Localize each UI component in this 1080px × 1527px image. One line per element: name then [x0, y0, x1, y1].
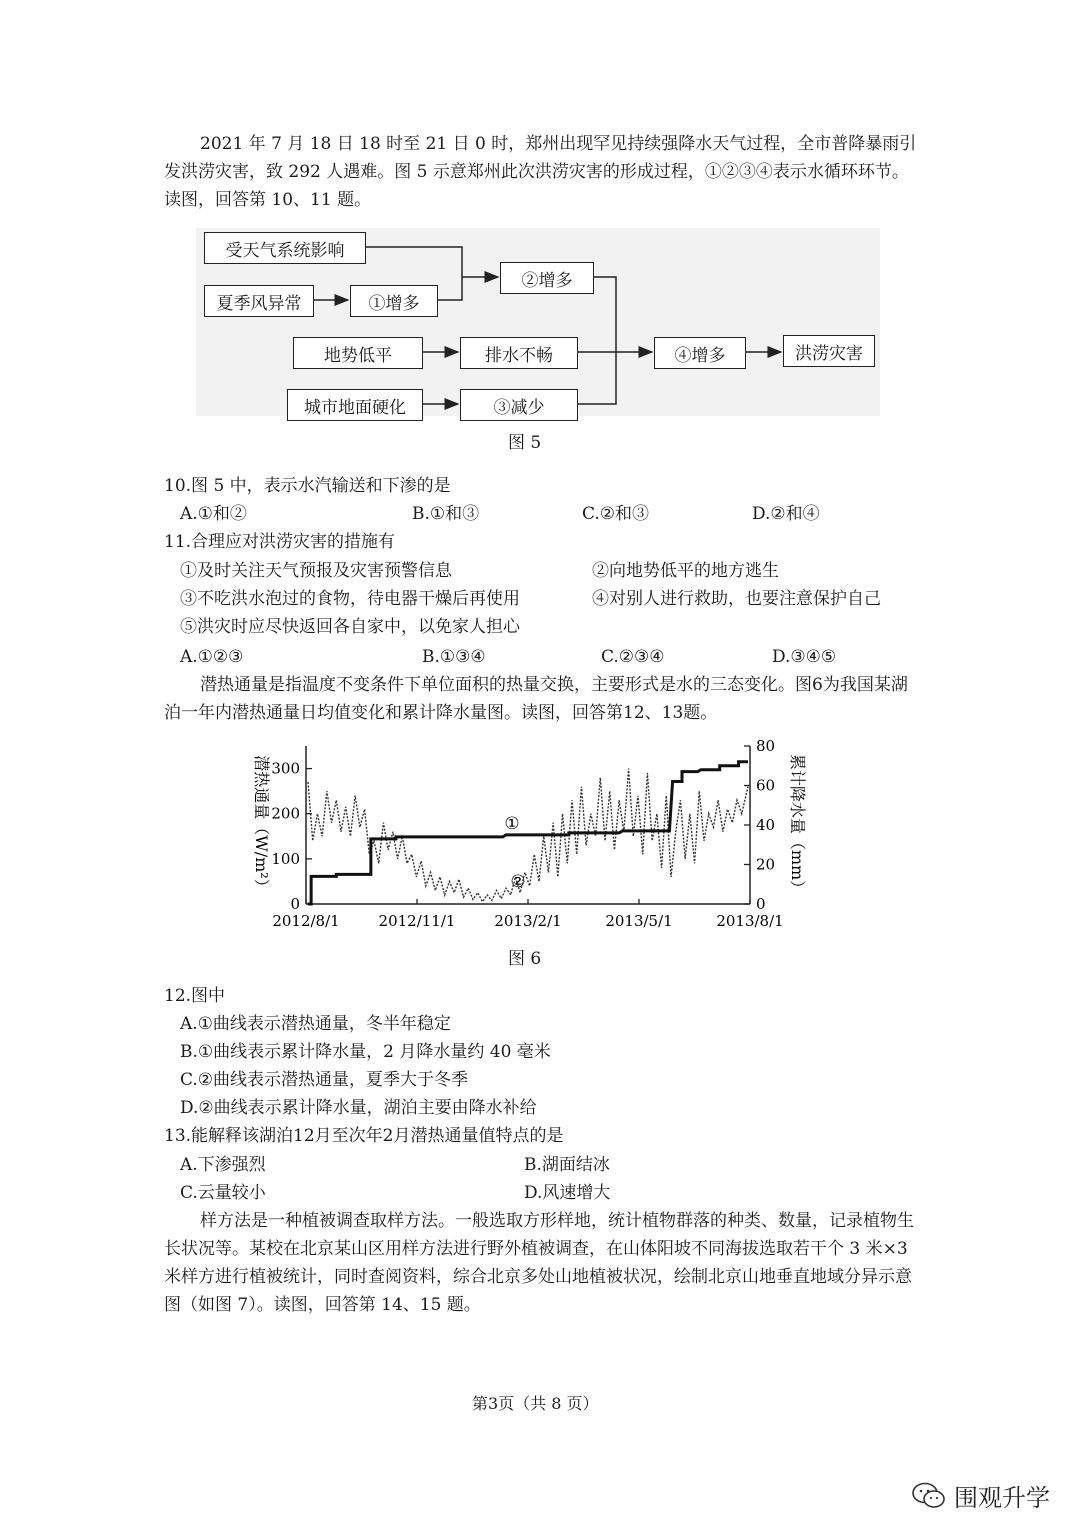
watermark-text: 围观升学	[954, 1484, 1050, 1512]
page-footer: 第3页（共 8 页）	[472, 1394, 599, 1413]
q10-stem: 10.图 5 中，表示水汽输送和下渗的是	[164, 476, 451, 496]
q13-option-d: D.风速增大	[524, 1183, 611, 1203]
box-increase-2: ②增多	[500, 262, 594, 294]
right-axis-title: 累计降水量（mm）	[788, 753, 807, 897]
q13-stem: 13.能解释该湖泊12月至次年2月潜热通量值特点的是	[164, 1126, 564, 1146]
box-monsoon-anomaly: 夏季风异常	[204, 285, 314, 317]
q11-option-b: B.①③④	[422, 647, 486, 667]
watermark	[912, 1478, 1050, 1513]
right-tick-label: 60	[756, 776, 776, 795]
q10-option-d: D.②和④	[752, 504, 820, 524]
left-tick-label: 200	[271, 804, 300, 823]
box-increase-4: ④增多	[654, 337, 746, 369]
series-1-solid-line	[308, 762, 748, 904]
box-decrease-3: ③减少	[460, 389, 578, 421]
q13-option-b: B.湖面结冰	[524, 1155, 610, 1175]
box-flood-disaster: 洪涝灾害	[783, 335, 875, 367]
q12-option-b: B.①曲线表示累计降水量，2 月降水量约 40 毫米	[180, 1042, 551, 1062]
left-axis-title: 潜热通量（W/m²）	[252, 755, 271, 895]
box-ground-hardening: 城市地面硬化	[287, 389, 423, 421]
wechat-icon	[912, 1482, 946, 1510]
q11-item-5: ⑤洪灾时应尽快返回各自家中，以免家人担心	[180, 617, 520, 637]
q12-stem: 12.图中	[164, 986, 226, 1006]
q13-option-a: A.下渗强烈	[180, 1155, 266, 1175]
q11-option-c: C.②③④	[601, 647, 665, 667]
q12-option-d: D.②曲线表示累计降水量，湖泊主要由降水补给	[180, 1098, 537, 1118]
left-tick-label: 100	[271, 849, 300, 868]
box-low-terrain: 地势低平	[293, 337, 423, 369]
x-tick-label: 2013/8/1	[716, 912, 784, 930]
intro-paragraph-2: 潜热通量是指温度不变条件下单位面积的热量交换，主要形式是水的三态变化。图6为我国某湖泊一年内潜热通量日均值变化和累计降水量图。读图，回答第12、13题。	[164, 675, 908, 723]
q11-option-d: D.③④⑤	[772, 647, 837, 667]
q12-option-a: A.①曲线表示潜热通量，冬半年稳定	[180, 1014, 451, 1034]
intro-paragraph-1: 2021 年 7 月 18 日 18 时至 21 日 0 时，郑州出现罕见持续强降水天气过程，全市普降暴雨引发洪涝灾害，致 292 人遇难。图 5 示意郑州此次洪涝灾害的形成过程，①②③④表示水循环环节。读图，回答第 10、11 题。	[164, 134, 917, 210]
q10-option-b: B.①和③	[412, 504, 480, 524]
x-tick-label: 2013/5/1	[605, 912, 673, 930]
left-tick-label: 0	[290, 895, 300, 913]
intro-paragraph-3: 样方法是一种植被调查取样方法。一般选取方形样地，统计植物群落的种类、数量，记录植物生长状况等。某校在北京某山区用样方法进行野外植被调查，在山体阳坡不同海拔选取若干个 3 米×3 米样方进行植被统计，同时查阅资料，综合北京多处山地植被状况，绘制北京山地垂直地域分异示意图（如图 7）。读图，回答第 14、15 题。	[164, 1211, 914, 1315]
q11-stem: 11.合理应对洪涝灾害的措施有	[164, 532, 396, 552]
box-increase-1: ①增多	[350, 285, 438, 317]
q11-item-4: ④对别人进行救助，也要注意保护自己	[592, 589, 881, 609]
box-poor-drainage: 排水不畅	[460, 337, 578, 369]
q11-item-3: ③不吃洪水泡过的食物，待电器干燥后再使用	[180, 589, 520, 609]
x-tick-label: 2012/8/1	[272, 912, 340, 930]
figure-5-caption: 图 5	[508, 433, 542, 453]
right-tick-label: 80	[756, 737, 776, 755]
left-tick-label: 300	[271, 759, 300, 778]
figure-6-chart	[236, 737, 807, 940]
x-tick-label: 2013/2/1	[494, 912, 562, 930]
q11-item-1: ①及时关注天气预报及灾害预警信息	[180, 561, 452, 581]
q10-option-c: C.②和③	[582, 504, 650, 524]
series-2-label: ②	[510, 872, 526, 892]
right-tick-label: 40	[756, 816, 776, 834]
right-tick-label: 20	[756, 855, 776, 874]
series-1-label: ①	[504, 814, 520, 834]
box-weather-system: 受天气系统影响	[204, 232, 366, 264]
q11-option-a: A.①②③	[180, 647, 244, 667]
q13-option-c: C.云量较小	[180, 1183, 266, 1203]
q10-option-a: A.①和②	[180, 504, 247, 524]
figure-6-caption: 图 6	[508, 949, 542, 969]
right-tick-label: 0	[756, 895, 766, 913]
q11-item-2: ②向地势低平的地方逃生	[592, 561, 779, 581]
q12-option-c: C.②曲线表示潜热通量，夏季大于冬季	[180, 1070, 469, 1090]
x-tick-label: 2012/11/1	[378, 912, 456, 930]
